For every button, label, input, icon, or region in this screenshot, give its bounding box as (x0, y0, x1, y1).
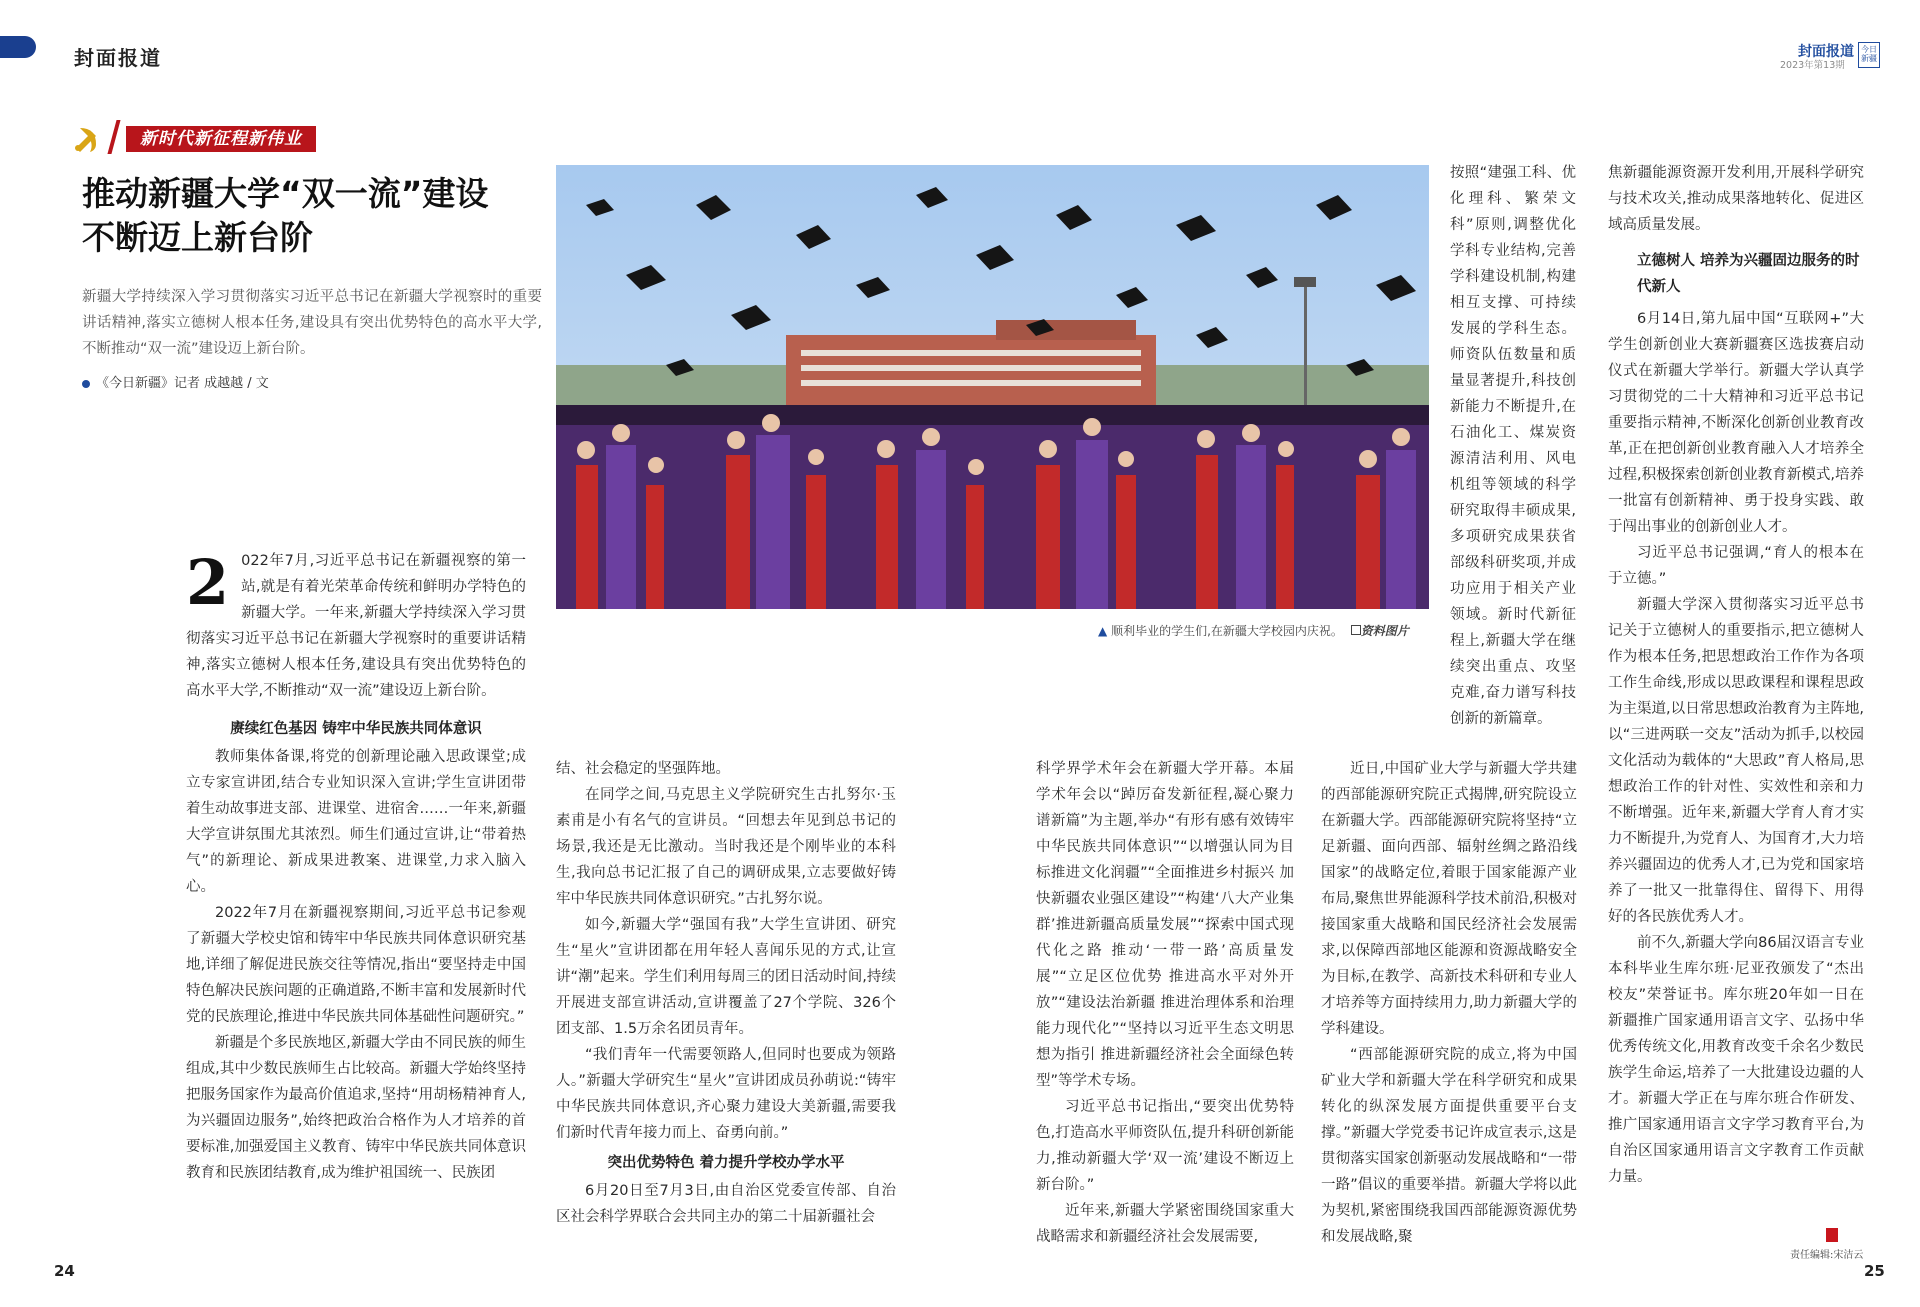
intro-paragraph (186, 548, 526, 704)
column-2 (556, 756, 896, 1230)
graduation-photo (556, 165, 1429, 609)
caption-triangle-icon: ▲ (1098, 624, 1108, 638)
col2-p3: 如今,新疆大学“强国有我”大学生宣讲团、研究生“星火”宣讲团都在用年轻人喜闻乐见的方式,让宣讲“潮”起来。学生们利用每周三的团日活动时间,持续开展进支部宣讲活动,宣讲覆盖了27个学院、326个团支部、1.5万余名团员青年。 (556, 917, 896, 1037)
dropcap: 2 (186, 546, 230, 619)
column-3 (1036, 756, 1294, 1250)
header-section: 封面报道 (74, 46, 162, 70)
section-banner: 新时代新征程新伟业 (126, 126, 316, 152)
subhead-1: 赓续红色基因 铸牢中华民族共同体意识 (230, 721, 482, 737)
article-lead: 新疆大学持续深入学习贯彻落实习近平总书记在新疆大学视察时的重要讲话精神,落实立德树人根本任务,建设具有突出优势特色的高水平大学,不断推动“双一流”建设迈上新台阶。 (82, 289, 542, 357)
column-4-top: 按照“建强工科、优化理科、繁荣文科”原则,调整优化学科专业结构,完善学科建设机制,构建相互支撑、可持续发展的学科生态。师资队伍数量和质量显著提升,科技创新能力不断提升,在石油化工、煤炭资源清洁利用、风电机组等领域的科学研究取得丰硕成果,多项研究成果获省部级科研奖项,并成功应用于相关产业领域。新时代新征程上,新疆大学在继续突出重点、攻坚克难,奋力谱写科技创新的新篇章。 (1450, 165, 1576, 727)
col3-p3: 近年来,新疆大学紧密围绕国家重大战略需求和新疆经济社会发展需要, (1036, 1203, 1294, 1245)
col5-p3: 新疆大学深入贯彻落实习近平总书记关于立德树人的重要指示,把立德树人作为根本任务,把思想政治工作作为各项工作生命线,形成以思政课程和课程思政为主渠道,以日常思想政治教育为主阵地,以“三进两联一交友”活动为抓手,以校园文化活动为载体的“大思政”育人格局,思想政治工作的针对性、实效性和亲和力不断增强。近年来,新疆大学育人育才实力不断提升,为党育人、为国育才,大力培养兴疆固边的优秀人才,已为党和国家培养了一批又一批靠得住、留得下、用得好的各民族优秀人才。 (1608, 597, 1864, 925)
col2-p1: 结、社会稳定的坚强阵地。 (556, 761, 730, 777)
column-5 (1608, 160, 1864, 1190)
col1-p2: 2022年7月在新疆视察期间,习近平总书记参观了新疆大学校史馆和铸牢中华民族共同体意识研究基地,详细了解促进民族交往等情况,指出“要坚持走中国特色解决民族问题的正确道路,不断丰富和发展新时代党的民族理论,推进中华民族共同体基础性问题研究。” (186, 905, 526, 1025)
editor-credit: 责任编辑:宋洁云 (1790, 1250, 1864, 1261)
subhead-2: 突出优势特色 着力提升学校办学水平 (607, 1155, 845, 1171)
col5-p0: 焦新疆能源资源开发利用,开展科学研究与技术攻关,推动成果落地转化、促进区域高质量发展。 (1608, 165, 1864, 233)
header-logo: 今日新疆 (1858, 42, 1880, 68)
col5-p4: 前不久,新疆大学向86届汉语言专业本科毕业生库尔班·尼亚孜颁发了“杰出校友”荣誉证书。库尔班20年如一日在新疆推广国家通用语言文字、弘扬中华优秀传统文化,用教育改变千余名少数民族学生命运,培养了一大批建设边疆的人才。新疆大学正在与库尔班合作研发、推广国家通用语言文字学习教育平台,为自治区国家通用语言文字教育工作贡献力量。 (1608, 935, 1864, 1185)
byline-text: 《今日新疆》记者 成越越 / 文 (96, 376, 269, 391)
col1-p3: 新疆是个多民族地区,新疆大学由不同民族的师生组成,其中少数民族师生占比较高。新疆大学始终坚持把服务国家作为最高价值追求,坚持“用胡杨精神育人,为兴疆固边服务”,始终把政治合格作为人才培养的首要标准,加强爱国主义教育、铸牢中华民族共同体意识教育和民族团结教育,成为维护祖国统一、民族团 (186, 1035, 526, 1181)
col2-p4: “我们青年一代需要领路人,但同时也要成为领路人。”新疆大学研究生“星火”宣讲团成员孙萌说:“铸牢中华民族共同体意识,齐心聚力建设大美新疆,需要我们新时代青年接力而上、奋勇向前。” (556, 1047, 896, 1141)
column-4 (1321, 756, 1577, 1250)
header-issue: 2023年第13期 (1780, 60, 1845, 71)
banner-slash (107, 120, 120, 154)
subhead-3: 立德树人 培养为兴疆固边服务的时代新人 (1637, 253, 1860, 295)
col5-p1: 6月14日,第九届中国“互联网+”大学生创新创业大赛新疆赛区选拔赛启动仪式在新疆大学举行。新疆大学认真学习贯彻党的二十大精神和习近平总书记重要指示精神,不断深化创新创业教育改革,正在把创新创业教育融入人才培养全过程,积极探索创新创业教育新模式,培养一批富有创新精神、勇于投身实践、敢于闯出事业的创新创业人才。 (1608, 311, 1864, 535)
header-brand: 封面报道 (1798, 44, 1854, 60)
column-1 (186, 548, 526, 1186)
col1-p1: 教师集体备课,将党的创新理论融入思政课堂;成立专家宣讲团,结合专业知识深入宣讲;学生宣讲团带着生动故事进支部、进课堂、进宿舍……一年来,新疆大学宣讲氛围尤其浓烈。师生们通过宣讲,让“带着热气”的新理论、新成果进教案、进课堂,力求入脑入心。 (186, 749, 526, 895)
photo-caption (1098, 622, 1409, 639)
end-mark-icon (1826, 1228, 1838, 1242)
intro-text: 022年7月,习近平总书记在新疆视察的第一站,就是有着光荣革命传统和鲜明办学特色的新疆大学。一年来,新疆大学持续深入学习贯彻落实习近平总书记在新疆大学视察时的重要讲话精神,落实立德树人根本任务,建设具有突出优势特色的高水平大学,不断推动“双一流”建设迈上新台阶。 (186, 553, 526, 699)
byline (82, 372, 269, 391)
party-emblem-icon (70, 122, 102, 154)
col3-p2: 习近平总书记指出,“要突出优势特色,打造高水平师资队伍,提升科研创新能力,推动新疆大学‘双一流’建设不断迈上新台阶。” (1036, 1099, 1294, 1193)
title-line-2: 不断迈上新台阶 (82, 218, 313, 257)
col4-p2: “西部能源研究院的成立,将为中国矿业大学和新疆大学在科学研究和成果转化的纵深发展方面提供重要平台支撑。”新疆大学党委书记许成宣表示,这是贯彻落实国家创新驱动发展战略和“一带一路”倡议的重要举措。新疆大学将以此为契机,紧密围绕我国西部能源资源优势和发展战略,聚 (1321, 1047, 1577, 1245)
byline-dot-icon (82, 380, 90, 388)
col2-p2: 在同学之间,马克思主义学院研究生古扎努尔·玉素甫是小有名气的宣讲员。“回想去年见到总书记的场景,我还是无比激动。当时我还是个刚毕业的本科生,我向总书记汇报了自己的调研成果,立志要做好铸牢中华民族共同体意识研究。”古扎努尔说。 (556, 787, 896, 907)
title-line-1: 推动新疆大学“双一流”建设 (82, 174, 489, 213)
caption-box-icon (1351, 625, 1361, 635)
col3-p1: 科学界学术年会在新疆大学开幕。本届学术年会以“踔厉奋发新征程,凝心聚力谱新篇”为主题,举办“有形有感有效铸牢中华民族共同体意识”“以增强认同为目标推进文化润疆”“全面推进乡村振兴 加快新疆农业强区建设”“构建‘八大产业集群’推进新疆高质量发展”“探索中国式现代化之路 推动‘一带一路’高质量发展”“立足区位优势 推进高水平对外开放”“建设法治新疆 推进治理体系和治理能力现代化”“坚持以习近平生态文明思想为指引 推进新疆经济社会全面绿色转型”等学术专场。 (1036, 761, 1294, 1089)
col2-p5: 6月20日至7月3日,由自治区党委宣传部、自治区社会科学界联合会共同主办的第二十届新疆社会 (556, 1183, 896, 1225)
caption-text: 顺利毕业的学生们,在新疆大学校园内庆祝。 (1111, 624, 1343, 638)
col5-p2: 习近平总书记强调,“育人的根本在于立德。” (1608, 545, 1864, 587)
page-number-left: 24 (54, 1262, 75, 1280)
article-title (82, 172, 488, 260)
header-tab (0, 36, 36, 58)
caption-credit: 资料图片 (1360, 624, 1409, 638)
page-number-right: 25 (1864, 1262, 1885, 1280)
col4-p1: 近日,中国矿业大学与新疆大学共建的西部能源研究院正式揭牌,研究院设立在新疆大学。西部能源研究院将坚持“立足新疆、面向西部、辐射丝绸之路沿线国家”的战略定位,着眼于国家能源产业布局,聚焦世界能源科学技术前沿,积极对接国家重大战略和国民经济社会发展需求,以保障西部地区能源和资源战略安全为目标,在教学、高新技术科研和专业人才培养等方面持续用力,助力新疆大学的学科建设。 (1321, 761, 1577, 1037)
